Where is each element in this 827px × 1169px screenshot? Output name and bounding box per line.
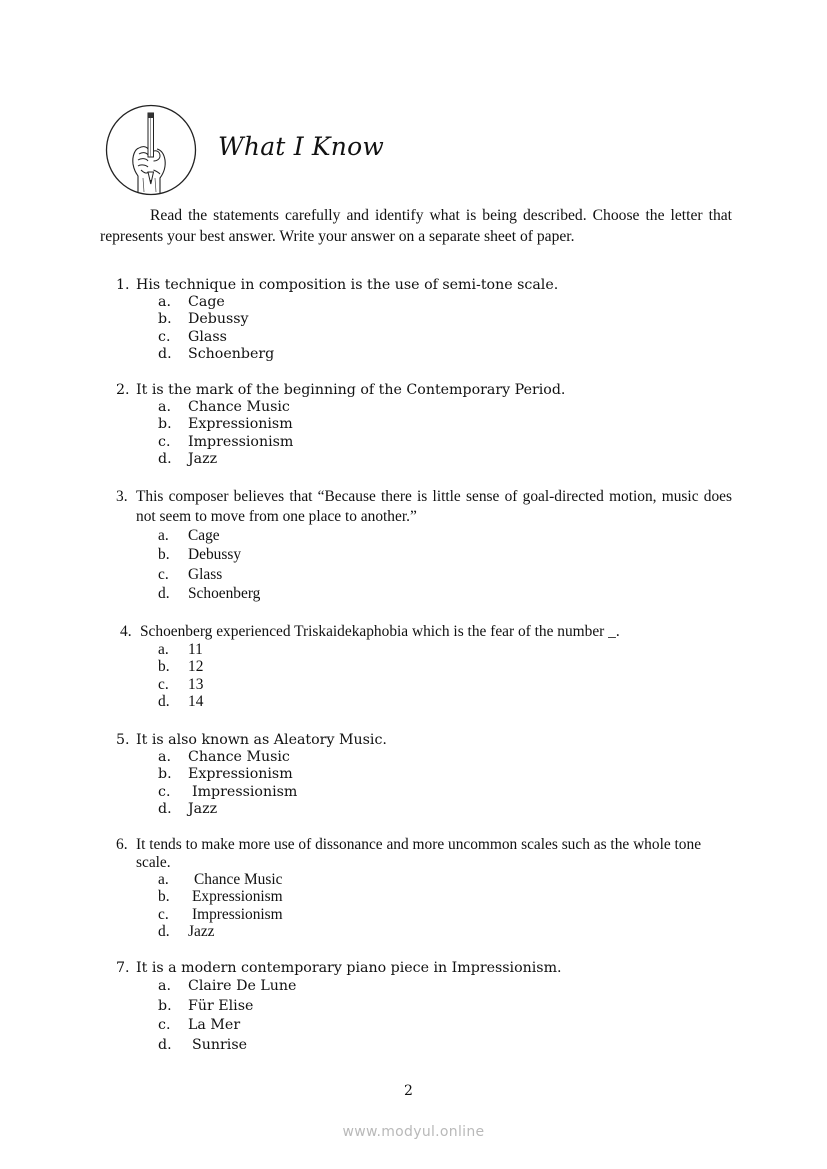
option-a — [116, 641, 736, 658]
option-letter: d. — [158, 693, 170, 711]
option-b — [116, 658, 736, 675]
option-text: 11 — [188, 641, 203, 658]
option-text: Expressionism — [188, 766, 293, 783]
option-text: Chance Music — [194, 871, 283, 888]
option-text: Glass — [188, 328, 227, 345]
option-c — [116, 676, 736, 693]
option-c — [116, 906, 732, 923]
option-c — [116, 1016, 732, 1036]
option-d — [116, 584, 732, 603]
option-a — [116, 526, 732, 545]
option-text: Glass — [188, 565, 223, 583]
option-b — [116, 766, 732, 783]
option-text: 13 — [188, 675, 204, 693]
option-a — [116, 871, 732, 888]
option-letter: d. — [158, 451, 172, 468]
option-letter: b. — [158, 416, 172, 433]
question-text: It is also known as Aleatory Music. — [136, 732, 387, 748]
option-c — [116, 784, 732, 801]
options-list — [116, 871, 732, 941]
option-b — [116, 997, 732, 1017]
question-stem — [116, 959, 732, 977]
option-text: 12 — [188, 658, 204, 676]
option-d — [116, 801, 732, 818]
option-text: Sunrise — [192, 1036, 247, 1053]
question-number: 3. — [116, 488, 128, 505]
option-d — [116, 1036, 732, 1056]
option-d — [116, 346, 732, 363]
question-number: 1. — [116, 277, 130, 293]
option-letter: a. — [158, 399, 171, 415]
option-letter: b. — [158, 997, 172, 1014]
question-3 — [116, 487, 732, 604]
option-letter: a. — [158, 527, 169, 544]
question-6 — [116, 836, 732, 941]
question-number: 5. — [116, 732, 130, 748]
option-letter: c. — [158, 328, 171, 345]
option-letter: b. — [158, 766, 172, 783]
question-text: His technique in composition is the use of semi-tone scale. — [136, 277, 559, 293]
question-5 — [116, 731, 732, 819]
option-letter: c. — [158, 1017, 171, 1033]
option-letter: a. — [158, 294, 171, 310]
question-7 — [116, 959, 732, 1055]
option-letter: b. — [158, 888, 170, 906]
question-stem — [116, 487, 732, 526]
option-c — [116, 565, 732, 584]
option-b — [116, 311, 732, 328]
option-a — [116, 749, 732, 766]
option-text: Chance Music — [188, 399, 290, 415]
option-letter: d. — [158, 923, 170, 941]
option-a — [116, 977, 732, 997]
option-text: La Mer — [188, 1017, 241, 1033]
option-text: Expressionism — [192, 888, 283, 906]
options-list — [116, 641, 736, 711]
option-text: Chance Music — [188, 749, 290, 765]
option-text: Jazz — [188, 923, 215, 941]
question-text: It is the mark of the beginning of the Contemporary Period. — [136, 382, 566, 398]
question-4 — [120, 623, 736, 711]
option-letter: d. — [158, 585, 170, 603]
question-number: 7. — [116, 960, 130, 976]
option-d — [116, 451, 732, 468]
option-text: Cage — [188, 294, 225, 310]
option-text: Cage — [188, 527, 220, 544]
option-letter: b. — [158, 546, 170, 564]
option-text: Für Elise — [188, 997, 254, 1014]
option-b — [116, 545, 732, 564]
option-letter: d. — [158, 801, 172, 818]
question-2 — [116, 381, 732, 469]
option-letter: d. — [158, 346, 172, 363]
watermark: www.modyul.online — [342, 1124, 485, 1140]
options-list — [116, 977, 732, 1055]
question-number: 4. — [120, 623, 132, 640]
question-number: 6. — [116, 836, 128, 853]
option-letter: a. — [158, 871, 169, 888]
option-letter: a. — [158, 641, 169, 658]
option-letter: b. — [158, 311, 172, 328]
hand-holding-pencil-icon — [105, 104, 197, 196]
option-text: Impressionism — [192, 783, 298, 800]
option-d — [116, 693, 736, 710]
option-letter: c. — [158, 783, 171, 800]
option-text: Claire De Lune — [188, 978, 297, 994]
question-text: This composer believes that “Because there is little sense of goal-directed motion, music does not seem to move from one place to another.” — [136, 488, 732, 525]
option-letter: a. — [158, 978, 171, 994]
section-title: What I Know — [218, 132, 384, 161]
options-list — [116, 399, 732, 469]
question-stem — [116, 276, 732, 294]
option-letter: a. — [158, 749, 171, 765]
question-text: It is a modern contemporary piano piece in Impressionism. — [136, 960, 562, 976]
option-letter: d. — [158, 1036, 172, 1053]
question-text: Schoenberg experienced Triskaidekaphobia which is the fear of the number _. — [140, 623, 620, 640]
option-text: Jazz — [188, 451, 218, 468]
option-letter: c. — [158, 675, 169, 693]
option-letter: c. — [158, 905, 169, 923]
option-a — [116, 399, 732, 416]
question-stem — [116, 731, 732, 749]
option-d — [116, 923, 732, 940]
page-number: 2 — [404, 1083, 413, 1099]
option-letter: c. — [158, 565, 169, 583]
question-number: 2. — [116, 382, 130, 398]
question-text: It tends to make more use of dissonance and more uncommon scales such as the whole tone scale. — [136, 836, 702, 871]
option-letter: c. — [158, 433, 171, 450]
option-text: Impressionism — [188, 433, 294, 450]
option-b — [116, 416, 732, 433]
option-letter: b. — [158, 658, 170, 676]
option-c — [116, 434, 732, 451]
option-c — [116, 329, 732, 346]
option-text: Expressionism — [188, 416, 293, 433]
option-text: Debussy — [188, 311, 249, 328]
question-1 — [116, 276, 732, 364]
option-text: 14 — [188, 693, 204, 711]
question-stem — [116, 381, 732, 399]
option-text: Schoenberg — [188, 585, 261, 603]
question-stem — [120, 623, 736, 641]
option-text: Impressionism — [192, 905, 283, 923]
option-text: Debussy — [188, 546, 242, 564]
option-a — [116, 294, 732, 311]
option-b — [116, 888, 732, 905]
options-list — [116, 749, 732, 819]
options-list — [116, 294, 732, 364]
instructions-paragraph: Read the statements carefully and identify what is being described. Choose the letter that represents your best answer. Write your answer on a separate sheet of paper. — [100, 207, 732, 245]
option-text: Jazz — [188, 801, 218, 818]
question-stem — [116, 836, 732, 871]
option-text: Schoenberg — [188, 346, 275, 363]
options-list — [116, 526, 732, 604]
